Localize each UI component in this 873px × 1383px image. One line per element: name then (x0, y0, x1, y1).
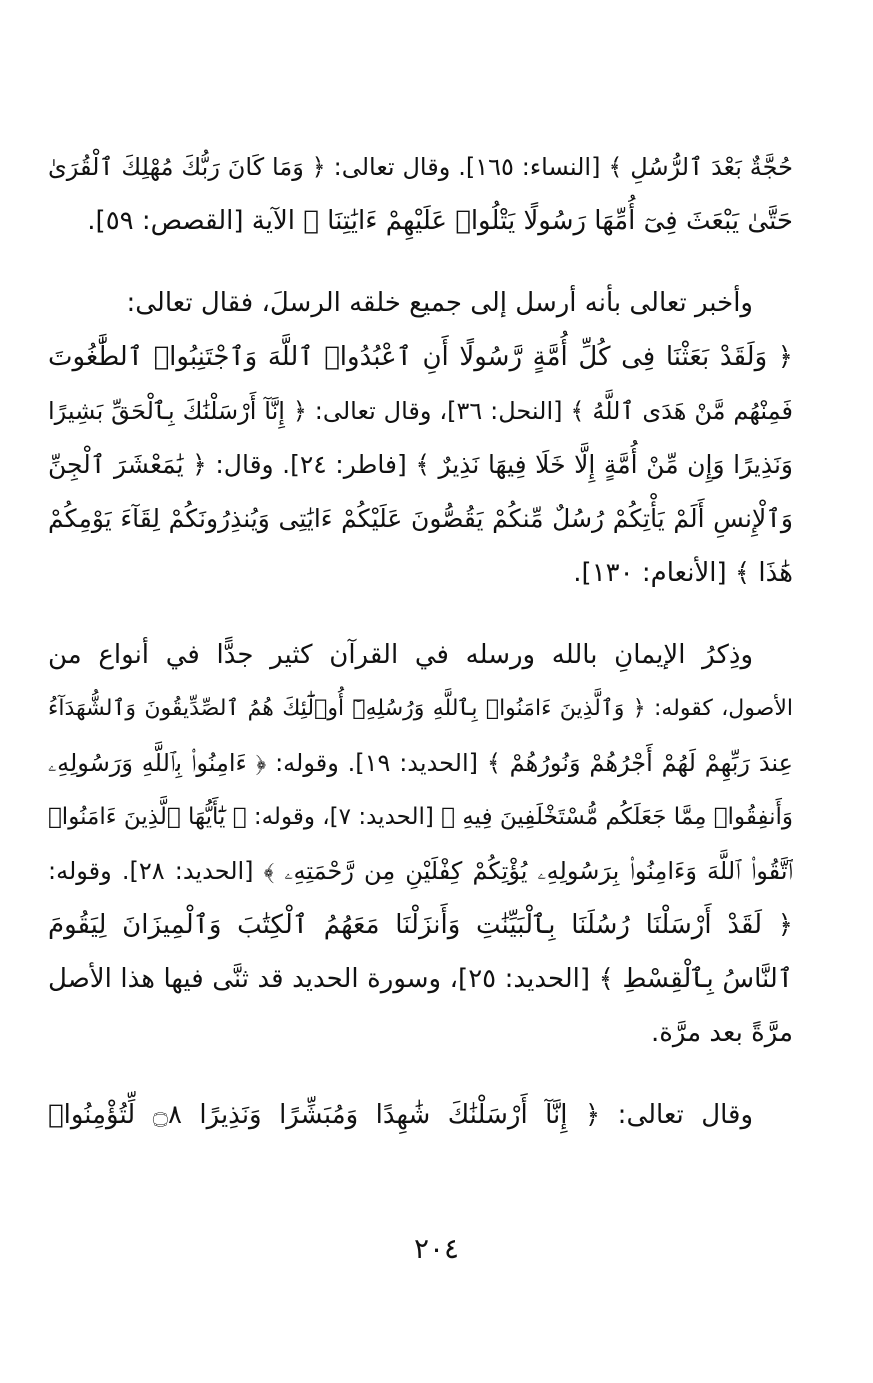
text-line-16: مرَّةً بعد مرَّة. (650, 1018, 793, 1048)
text-line-11: عِندَ رَبِّهِمْ لَهُمْ أَجْرُهُمْ وَنُورُهُمْ ﴾ [الحديد: ١٩]. وقوله: ﴿ ءَامِنُوا۟ بِٱللَّهِ وَرَسُولِهِۦ (48, 749, 793, 777)
text-line-7: وَٱلْإِنسِ أَلَمْ يَأْتِكُمْ رُسُلٌ مِّنكُمْ يَقُصُّونَ عَلَيْكُمْ ءَايَٰتِى وَيُنذِرُونَكُمْ لِقَآءَ يَوْمِكُمْ (48, 504, 793, 533)
text-line-14: ﴿ لَقَدْ أَرْسَلْنَا رُسُلَنَا بِٱلْبَيِّنَٰتِ وَأَنزَلْنَا مَعَهُمُ ٱلْكِتَٰبَ وَٱلْمِيزَانَ لِيَقُومَ (48, 910, 793, 940)
paragraph-gap (48, 1060, 793, 1088)
text-line-8: هَٰذَا ﴾ [الأنعام: ١٣٠]. (573, 558, 793, 588)
text-line-3: وأخبر تعالى بأنه أرسل إلى جميع خلقه الرسلَ، فقال تعالى: (126, 288, 753, 318)
text-line-5: فَمِنْهُم مَّنْ هَدَى ٱللَّهُ ﴾ [النحل: ٣٦]، وقال تعالى: ﴿ إِنَّآ أَرْسَلْنَٰكَ بِٱلْحَقِّ بَشِيرًا (48, 397, 793, 425)
text-line-10: الأصول، كقوله: ﴿ وَٱلَّذِينَ ءَامَنُوا۟ بِٱللَّهِ وَرُسُلِهِۦٓ أُو۟لَٰٓئِكَ هُمُ ٱلصِّدِّيقُونَ وَٱلشُّهَدَآءُ (48, 696, 793, 721)
text-line-9: وذِكرُ الإيمانِ بالله ورسله في القرآن كثير جدًّا في أنواع من (48, 640, 753, 670)
text-line-13: ٱتَّقُوا۟ ٱللَّهَ وَءَامِنُوا۟ بِرَسُولِهِۦ يُؤْتِكُمْ كِفْلَيْنِ مِن رَّحْمَتِهِۦ ﴾ [الحديد: ٢٨]. وقوله: (48, 857, 793, 885)
text-line-1: حُجَّةٌ بَعْدَ ٱلرُّسُلِ ﴾ [النساء: ١٦٥]. وقال تعالى: ﴿ وَمَا كَانَ رَبُّكَ مُهْلِكَ ٱلْقُرَىٰ (48, 153, 793, 181)
paragraph-gap (48, 600, 793, 628)
paragraph-gap (48, 248, 793, 276)
page-body (48, 140, 793, 1142)
text-line-4: ﴿ وَلَقَدْ بَعَثْنَا فِى كُلِّ أُمَّةٍ رَّسُولًا أَنِ ٱعْبُدُوا۟ ٱللَّهَ وَٱجْتَنِبُوا۟ ٱلطَّٰغُوتَ (48, 342, 793, 372)
text-line-15: ٱلنَّاسُ بِٱلْقِسْطِ ﴾ [الحديد: ٢٥]، وسورة الحديد قد ثنَّى فيها هذا الأصل (48, 964, 793, 994)
text-line-12: وَأَنفِقُوا۟ مِمَّا جَعَلَكُم مُّسْتَخْلَفِينَ فِيهِ ﴾ [الحديد: ٧]، وقوله: ﴿ يَٰٓأَيُّهَا ٱلَّذِينَ ءَامَنُوا۟ (48, 804, 793, 830)
page-number: ٢٠٤ (413, 1232, 460, 1265)
text-line-2: حَتَّىٰ يَبْعَثَ فِىٓ أُمِّهَا رَسُولًا يَتْلُوا۟ عَلَيْهِمْ ءَايَٰتِنَا ﴾ الآية [القصص: ٥٩]. (87, 206, 793, 236)
text-line-6: وَنَذِيرًا وَإِن مِّنْ أُمَّةٍ إِلَّا خَلَا فِيهَا نَذِيرٌ ﴾ [فاطر: ٢٤]. وقال: ﴿ يَٰمَعْشَرَ ٱلْجِنِّ (48, 450, 793, 479)
text-line-17: وقال تعالى: ﴿ إِنَّآ أَرْسَلْنَٰكَ شَٰهِدًا وَمُبَشِّرًا وَنَذِيرًا ۝٨ لِّتُؤْمِنُوا۟ (48, 1100, 753, 1130)
